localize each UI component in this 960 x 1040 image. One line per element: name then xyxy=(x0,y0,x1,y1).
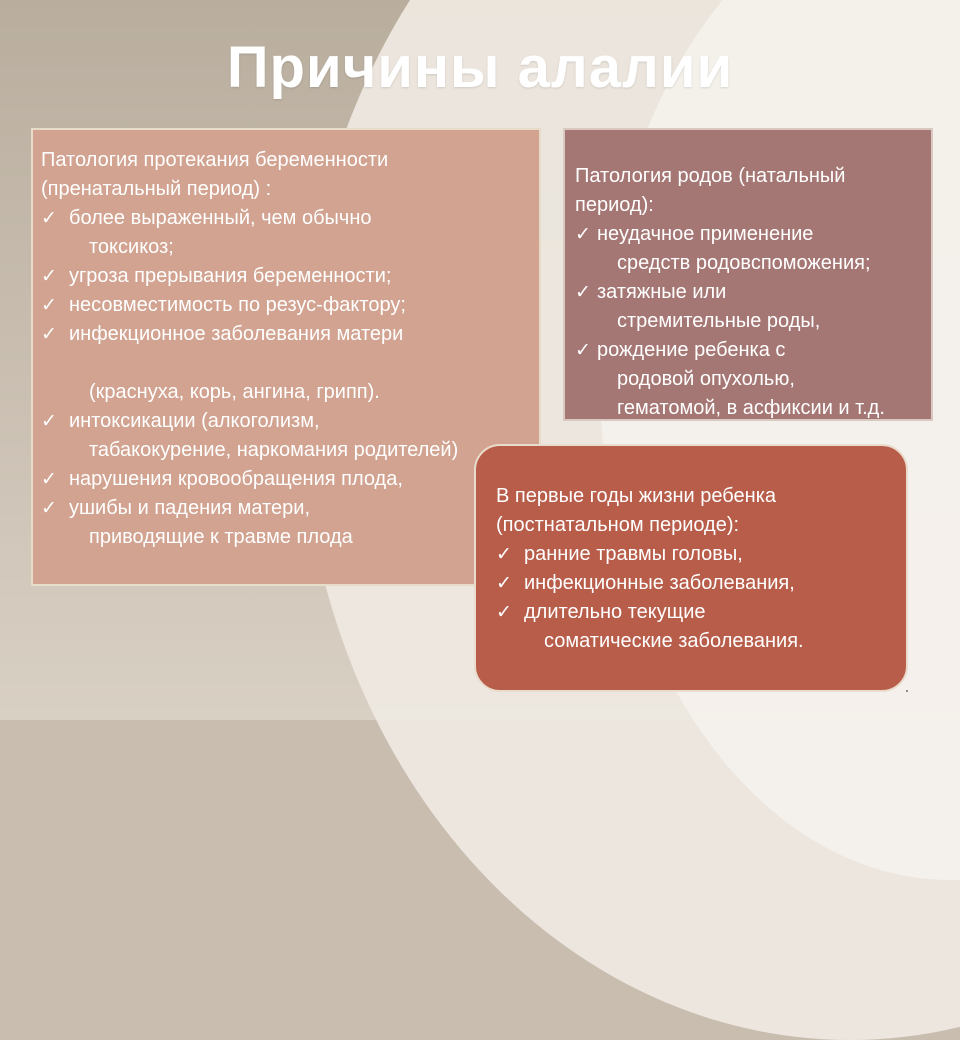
prenatal-item-text: нарушения кровообращения плода, xyxy=(69,468,403,490)
checkmark-icon: ✓ xyxy=(496,573,512,594)
postnatal-heading-line: В первые годы жизни ребенка xyxy=(496,485,777,507)
checkmark-icon: ✓ xyxy=(575,340,591,361)
checkmark-icon: ✓ xyxy=(575,224,591,245)
natal-list xyxy=(575,220,923,423)
prenatal-panel xyxy=(31,128,541,586)
prenatal-item-text: более выраженный, чем обычно xyxy=(69,207,372,229)
prenatal-list-item xyxy=(41,204,529,262)
prenatal-list-item xyxy=(41,320,529,407)
natal-list-item xyxy=(575,220,923,278)
natal-item-text: неудачное применение xyxy=(597,223,814,245)
natal-item-text: средств родовспоможения; xyxy=(617,252,871,274)
prenatal-item-text: угроза прерывания беременности; xyxy=(69,265,392,287)
natal-item-text: родовой опухолью, xyxy=(617,368,795,390)
postnatal-item-text: ранние травмы головы, xyxy=(524,543,743,565)
checkmark-icon: ✓ xyxy=(41,208,57,229)
postnatal-list-item xyxy=(496,569,890,598)
natal-heading xyxy=(575,162,923,220)
checkmark-icon: ✓ xyxy=(575,282,591,303)
natal-list-item xyxy=(575,278,923,336)
prenatal-item-text: инфекционное заболевания матери xyxy=(69,323,404,345)
prenatal-list-item xyxy=(41,465,529,494)
natal-heading-line: период): xyxy=(575,194,654,216)
checkmark-icon: ✓ xyxy=(496,544,512,565)
natal-list-item xyxy=(575,336,923,423)
prenatal-list xyxy=(41,204,529,552)
postnatal-heading xyxy=(496,482,890,540)
prenatal-list-item xyxy=(41,262,529,291)
checkmark-icon: ✓ xyxy=(41,295,57,316)
checkmark-icon: ✓ xyxy=(41,266,57,287)
prenatal-item-text: ушибы и падения матери, xyxy=(69,497,311,519)
slide-title: Причины алалии xyxy=(226,35,734,100)
natal-item-text: стремительные роды, xyxy=(617,310,821,332)
natal-panel xyxy=(563,128,933,421)
postnatal-list-item xyxy=(496,598,890,656)
checkmark-icon: ✓ xyxy=(41,469,57,490)
natal-heading-line: Патология родов (натальный xyxy=(575,165,846,187)
prenatal-list-item xyxy=(41,291,529,320)
prenatal-item-text: (краснуха, корь, ангина, грипп). xyxy=(89,381,380,403)
checkmark-icon: ✓ xyxy=(41,498,57,519)
checkmark-icon: ✓ xyxy=(496,602,512,623)
postnatal-item-text: соматические заболевания. xyxy=(544,630,804,652)
prenatal-heading-line: (пренатальный период) : xyxy=(41,178,272,200)
decorative-dot xyxy=(906,690,908,692)
prenatal-item-text: приводящие к травме плода xyxy=(89,526,353,548)
prenatal-item-text: несовместимость по резус-фактору; xyxy=(69,294,406,316)
prenatal-heading-line: Патология протекания беременности xyxy=(41,149,389,171)
prenatal-list-item xyxy=(41,407,529,465)
postnatal-panel xyxy=(474,444,908,692)
natal-item-text: затяжные или xyxy=(597,281,727,303)
prenatal-item-text: токсикоз; xyxy=(89,236,174,258)
postnatal-item-text: инфекционные заболевания, xyxy=(524,572,795,594)
blank-line xyxy=(69,349,529,378)
postnatal-list-item xyxy=(496,540,890,569)
prenatal-heading xyxy=(41,146,529,204)
postnatal-item-text: длительно текущие xyxy=(524,601,706,623)
checkmark-icon: ✓ xyxy=(41,411,57,432)
natal-item-text: рождение ребенка с xyxy=(597,339,786,361)
postnatal-heading-line: (постнатальном периоде): xyxy=(496,514,740,536)
prenatal-list-item xyxy=(41,494,529,552)
prenatal-item-text: табакокурение, наркомания родителей) xyxy=(89,439,459,461)
postnatal-list xyxy=(496,540,890,656)
natal-item-text: гематомой, в асфиксии и т.д. xyxy=(617,397,885,419)
prenatal-item-text: интоксикации (алкоголизм, xyxy=(69,410,320,432)
checkmark-icon: ✓ xyxy=(41,324,57,345)
